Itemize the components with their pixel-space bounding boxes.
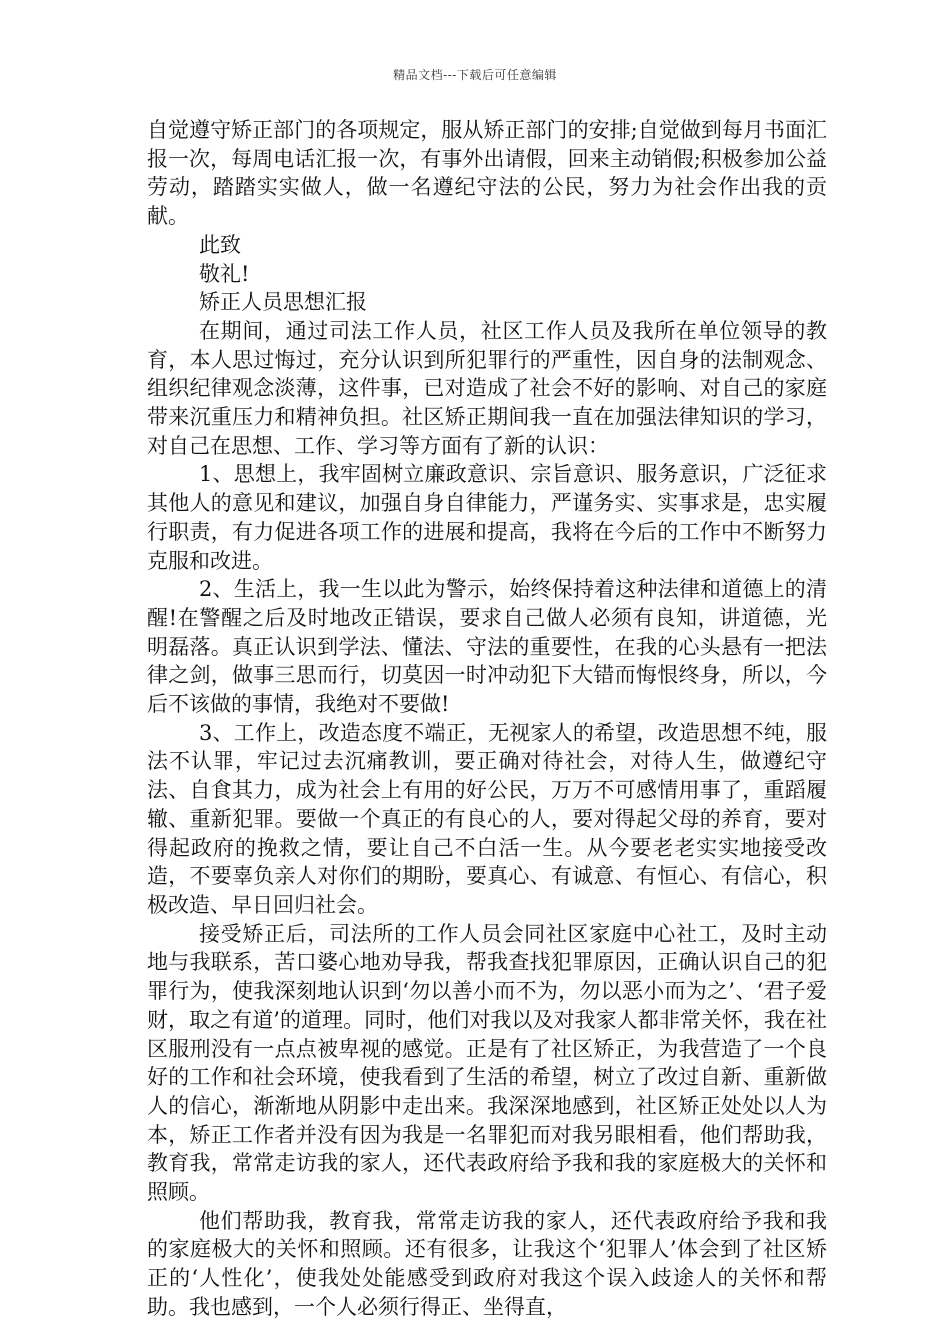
closing-regards: 敬礼! xyxy=(199,261,250,286)
paragraph: 他们帮助我，教育我，常常走访我的家人，还代表政府给予我和我的家庭极大的关怀和照顾。还有很多，让我这个‘犯罪人’体会到了社区矫正的‘人性化’，使我处处能感受到政府对我这个误入歧途人的关怀和帮助。我也感到，一个人必须行得正、坐得直， xyxy=(147,1208,827,1319)
paragraph: 1、思想上，我牢固树立廉政意识、宗旨意识、服务意识，广泛征求其他人的意见和建议，加强自身自律能力，严谨务实、实事求是，忠实履行职责，有力促进各项工作的进展和提高，我将在今后的工作中不断努力克服和改进。 xyxy=(147,462,827,573)
paragraph: 3、工作上，改造态度不端正，无视家人的希望，改造思想不纯，服法不认罪，牢记过去沉痛教训，要正确对待社会，对待人生，做遵纪守法、自食其力，成为社会上有用的好公民，万万不可感情用事了，重蹈履辙、重新犯罪。要做一个真正的有良心的人，要对得起父母的养育，要对得起政府的挽救之情，要让自己不白活一生。从今要老老实实地接受改造，不要辜负亲人对你们的期盼，要真心、有诚意、有恒心、有信心，积极改造、早日回归社会。 xyxy=(147,720,827,917)
paragraph: 自觉遵守矫正部门的各项规定，服从矫正部门的安排;自觉做到每月书面汇报一次，每周电话汇报一次，有事外出请假，回来主动销假;积极参加公益劳动，踏踏实实做人，做一名遵纪守法的公民，努力为社会作出我的贡献。 xyxy=(147,118,827,229)
section-title: 矫正人员思想汇报 xyxy=(199,290,367,315)
paragraph: 在期间，通过司法工作人员，社区工作人员及我所在单位领导的教育，本人思过悔过，充分认识到所犯罪行的严重性，因自身的法制观念、组织纪律观念淡薄，这件事，已对造成了社会不好的影响、对自己的家庭带来沉重压力和精神负担。社区矫正期间我一直在加强法律知识的学习，对自己在思想、工作、学习等方面有了新的认识： xyxy=(147,318,827,458)
paragraph: 2、生活上，我一生以此为警示，始终保持着这种法律和道德上的清醒!在警醒之后及时地改正错误，要求自己做人必须有良知，讲道德，光明磊落。真正认识到学法、懂法、守法的重要性，在我的心头悬有一把法律之剑，做事三思而行，切莫因一时冲动犯下大错而悔恨终身，所以，今后不该做的事情，我绝对不要做! xyxy=(147,577,827,717)
page-header: 精品文档---下载后可任意编辑 xyxy=(393,68,557,82)
paragraph: 接受矫正后，司法所的工作人员会同社区家庭中心社工，及时主动地与我联系，苦口婆心地劝导我，帮我查找犯罪原因，正确认识自己的犯罪行为，使我深刻地认识到‘勿以善小而不为，勿以恶小而为之’、‘君子爱财，取之有道’的道理。同时，他们对我以及对我家人都非常关怀，我在社区服刑没有一点点被卑视的感觉。正是有了社区矫正，为我营造了一个良好的工作和社会环境，使我看到了生活的希望，树立了改过自新、重新做人的信心，渐渐地从阴影中走出来。我深深地感到，社区矫正处处以人为本，矫正工作者并没有因为我是一名罪犯而对我另眼相看，他们帮助我，教育我，常常走访我的家人，还代表政府给予我和我的家庭极大的关怀和照顾。 xyxy=(147,921,827,1205)
document-body xyxy=(147,116,827,1322)
closing-salutation: 此致 xyxy=(199,232,241,257)
